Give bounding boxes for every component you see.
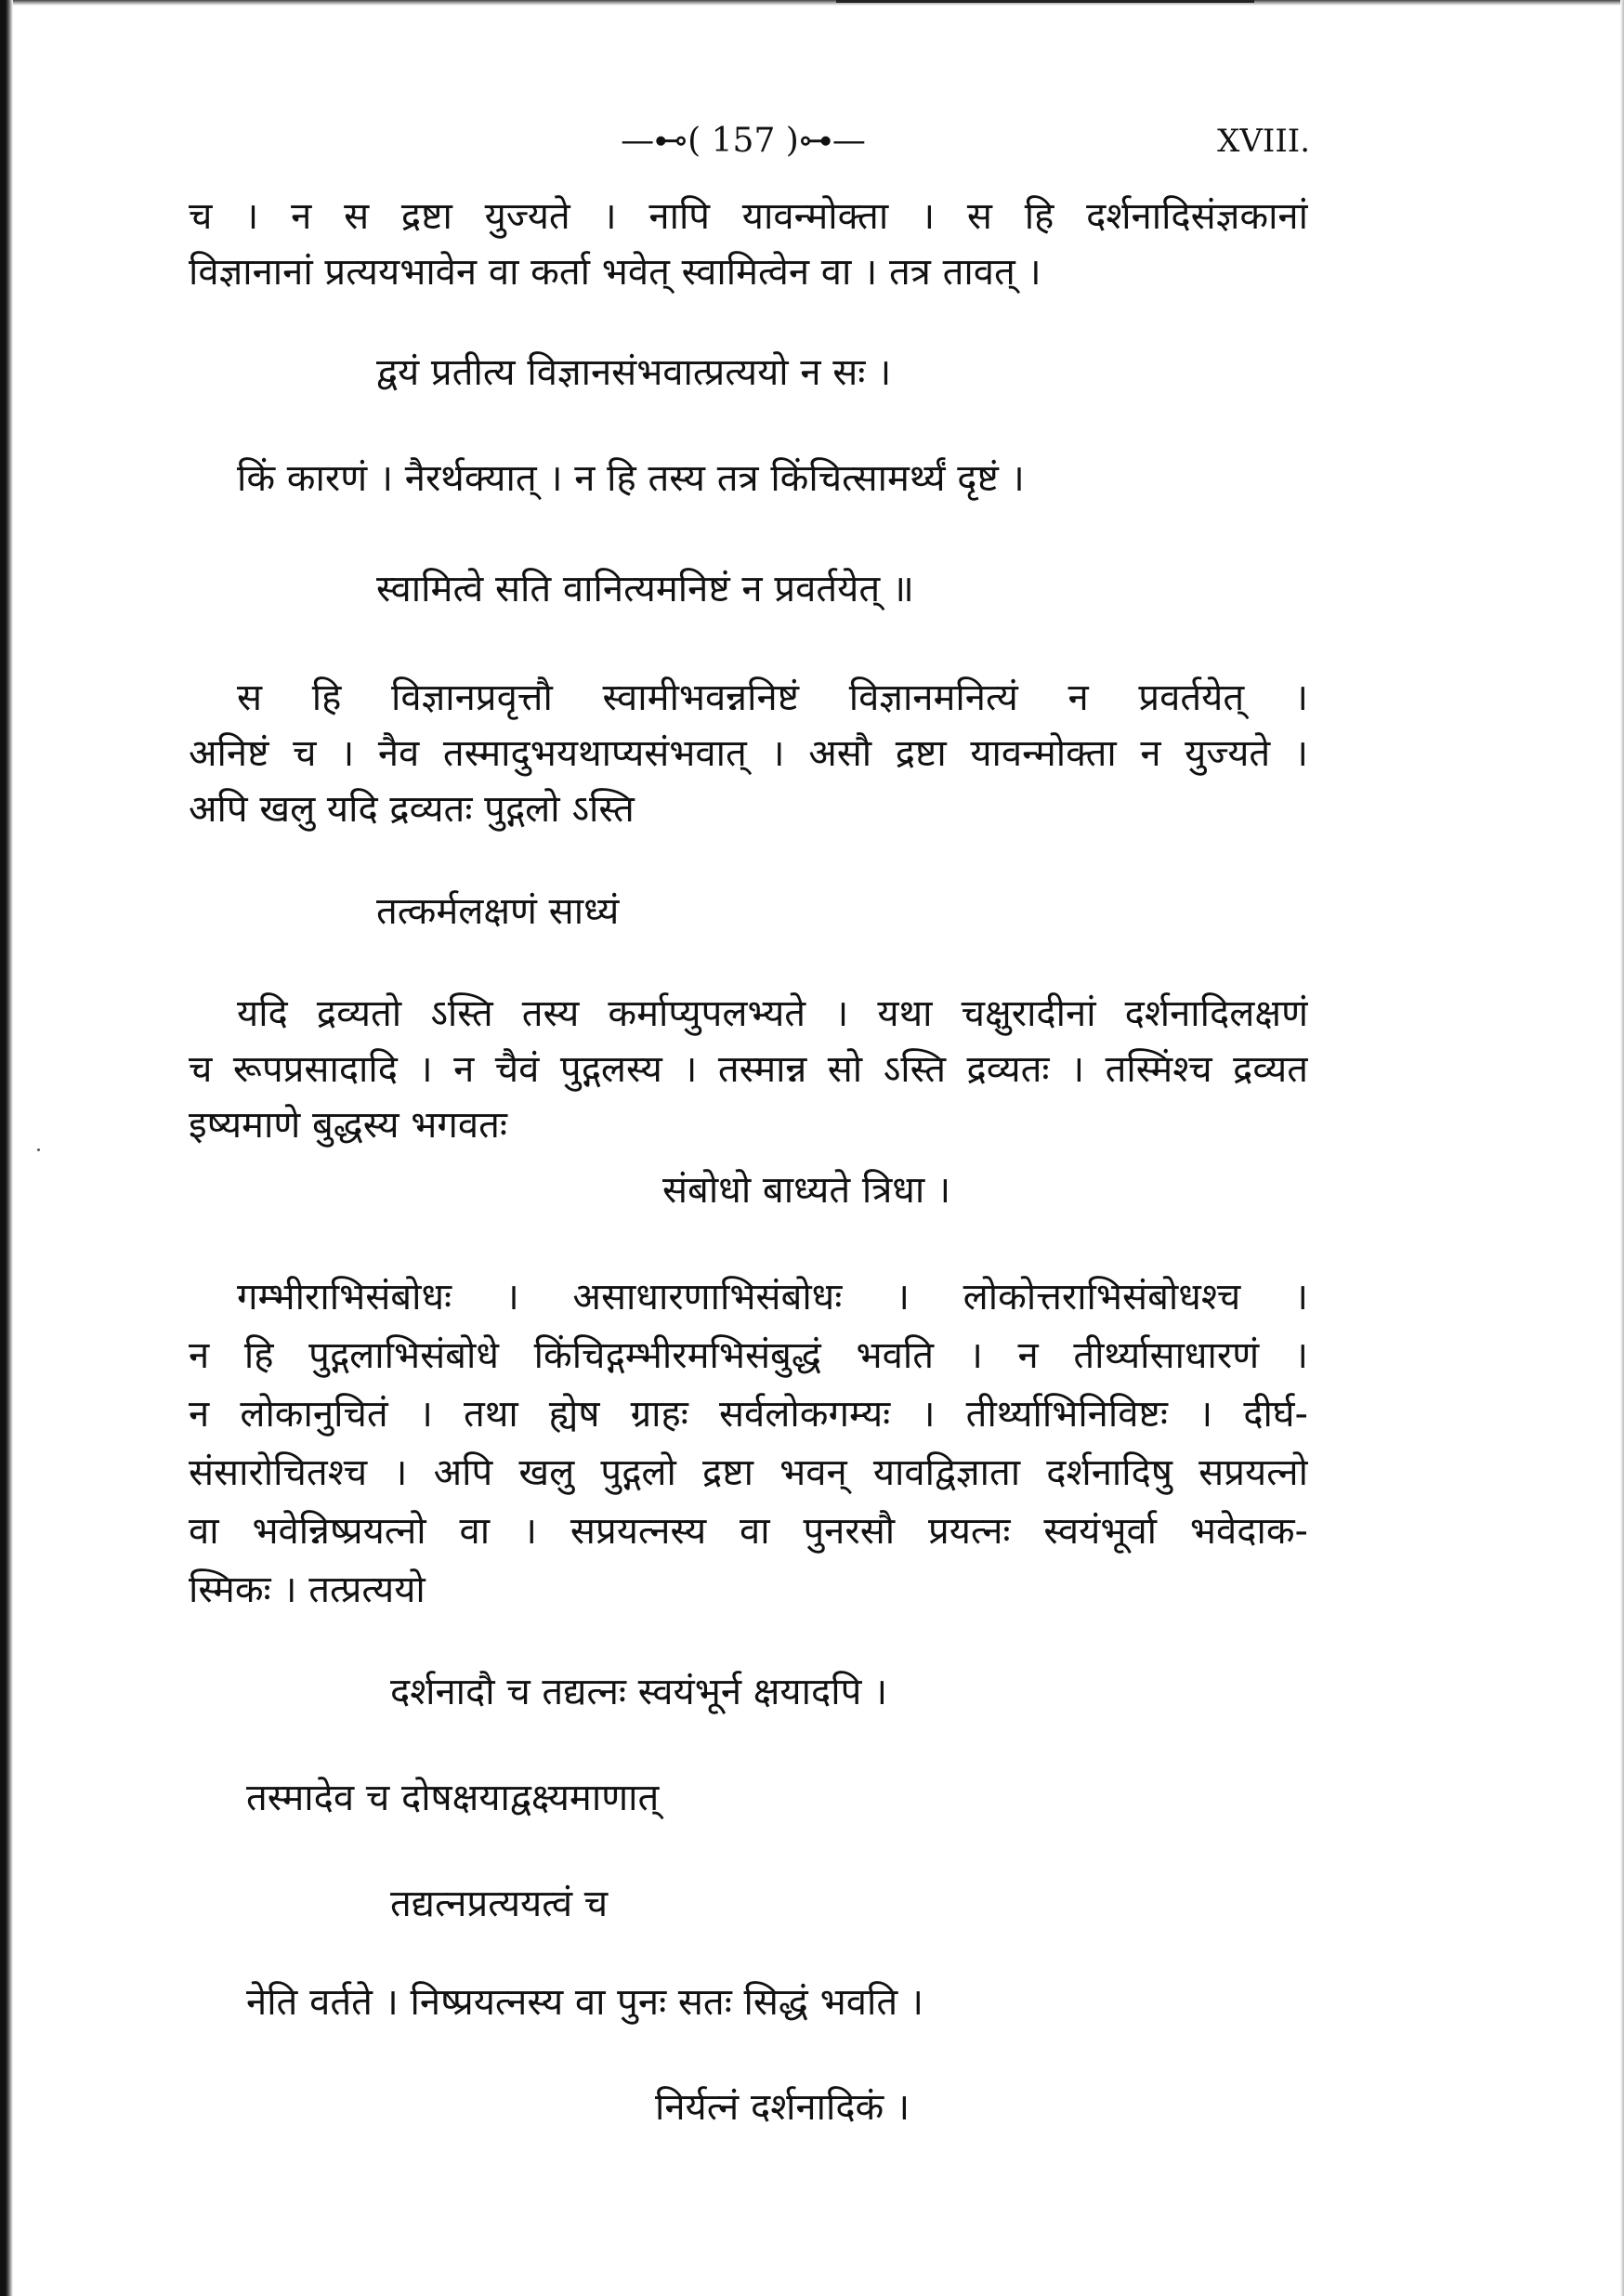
text-line: तस्मादेव च दोषक्षयाद्वक्ष्यमाणात् xyxy=(246,1777,660,1819)
text-line: स्मिकः । तत्प्रत्ययो xyxy=(189,1568,426,1611)
page-number: —⊷( 157 )⊶— xyxy=(621,122,866,160)
text-line: अपि खलु यदि द्रव्यतः पुद्गलो ऽस्ति xyxy=(189,788,635,831)
verse-line: संबोधो बाध्यते त्रिधा । xyxy=(662,1169,951,1212)
verse-line: तद्यत्नप्रत्ययत्वं च xyxy=(390,1883,609,1925)
text-line: च । न स द्रष्टा युज्यते । नापि यावन्मोक्ता । स हि दर्शनादिसंज्ञकानां xyxy=(189,195,1308,238)
page-top-rule-fragment xyxy=(1180,0,1254,3)
text-line: किं कारणं । नैरर्थक्यात् । न हि तस्य तत्र किंचित्सामर्थ्यं दृष्टं । xyxy=(237,457,1025,500)
text-line: नेति वर्तते । निष्प्रयत्नस्य वा पुनः सतः सिद्धं भवति । xyxy=(246,1981,923,2024)
verse-line: तत्कर्मलक्षणं साध्यं xyxy=(376,890,620,933)
text-line: गम्भीराभिसंबोधः । असाधारणाभिसंबोधः । लोकोत्तराभिसंबोधश्च । xyxy=(237,1276,1308,1319)
page-right-edge xyxy=(1620,0,1624,2296)
section-number: XVIII. xyxy=(1217,123,1310,160)
running-header xyxy=(0,118,1624,164)
verse-line: दर्शनादौ च तद्यत्नः स्वयंभूर्न क्षयादपि । xyxy=(390,1671,888,1713)
text-line: यदि द्रव्यतो ऽस्ति तस्य कर्माप्युपलभ्यते । यथा चक्षुरादीनां दर्शनादिलक्षणं xyxy=(237,992,1308,1035)
page-top-rule xyxy=(836,0,1226,3)
text-line: न हि पुद्गलाभिसंबोधे किंचिद्गम्भीरमभिसंबुद्धं भवति । न तीर्थ्यासाधारणं । xyxy=(189,1334,1308,1377)
text-line: संसारोचितश्च । अपि खलु पुद्गलो द्रष्टा भवन् यावद्विज्ञाता दर्शनादिषु सप्रयत्नो xyxy=(189,1451,1308,1494)
stray-ink-dot xyxy=(37,1148,40,1151)
verse-line: स्वामित्वे सति वानित्यमनिष्टं न प्रवर्तयेत् ॥ xyxy=(376,568,914,610)
verse-line: निर्यत्नं दर्शनादिकं । xyxy=(655,2086,910,2129)
text-line: अनिष्टं च । नैव तस्मादुभयथाप्यसंभवात् । असौ द्रष्टा यावन्मोक्ता न युज्यते । xyxy=(189,732,1308,775)
verse-line: द्वयं प्रतीत्य विज्ञानसंभवात्प्रत्ययो न सः । xyxy=(376,351,892,394)
page-left-edge xyxy=(0,0,13,2296)
text-line: च रूपप्रसादादि । न चैवं पुद्गलस्य । तस्मान्न सो ऽस्ति द्रव्यतः । तस्मिंश्च द्रव्यत xyxy=(189,1048,1308,1091)
text-line: स हि विज्ञानप्रवृत्तौ स्वामीभवन्ननिष्टं विज्ञानमनित्यं न प्रवर्तयेत् । xyxy=(237,676,1308,719)
text-line: विज्ञानानां प्रत्ययभावेन वा कर्ता भवेत् स्वामित्वेन वा । तत्र तावत् । xyxy=(189,251,1041,294)
page-top-edge xyxy=(0,0,1624,6)
text-line: इष्यमाणे बुद्धस्य भगवतः xyxy=(189,1104,507,1147)
text-line: वा भवेन्निष्प्रयत्नो वा । सप्रयत्नस्य वा पुनरसौ प्रयत्नः स्वयंभूर्वा भवेदाक- xyxy=(189,1510,1308,1553)
text-line: न लोकानुचितं । तथा ह्येष ग्राहः सर्वलोकगम्यः । तीर्थ्याभिनिविष्टः । दीर्घ- xyxy=(189,1393,1308,1436)
